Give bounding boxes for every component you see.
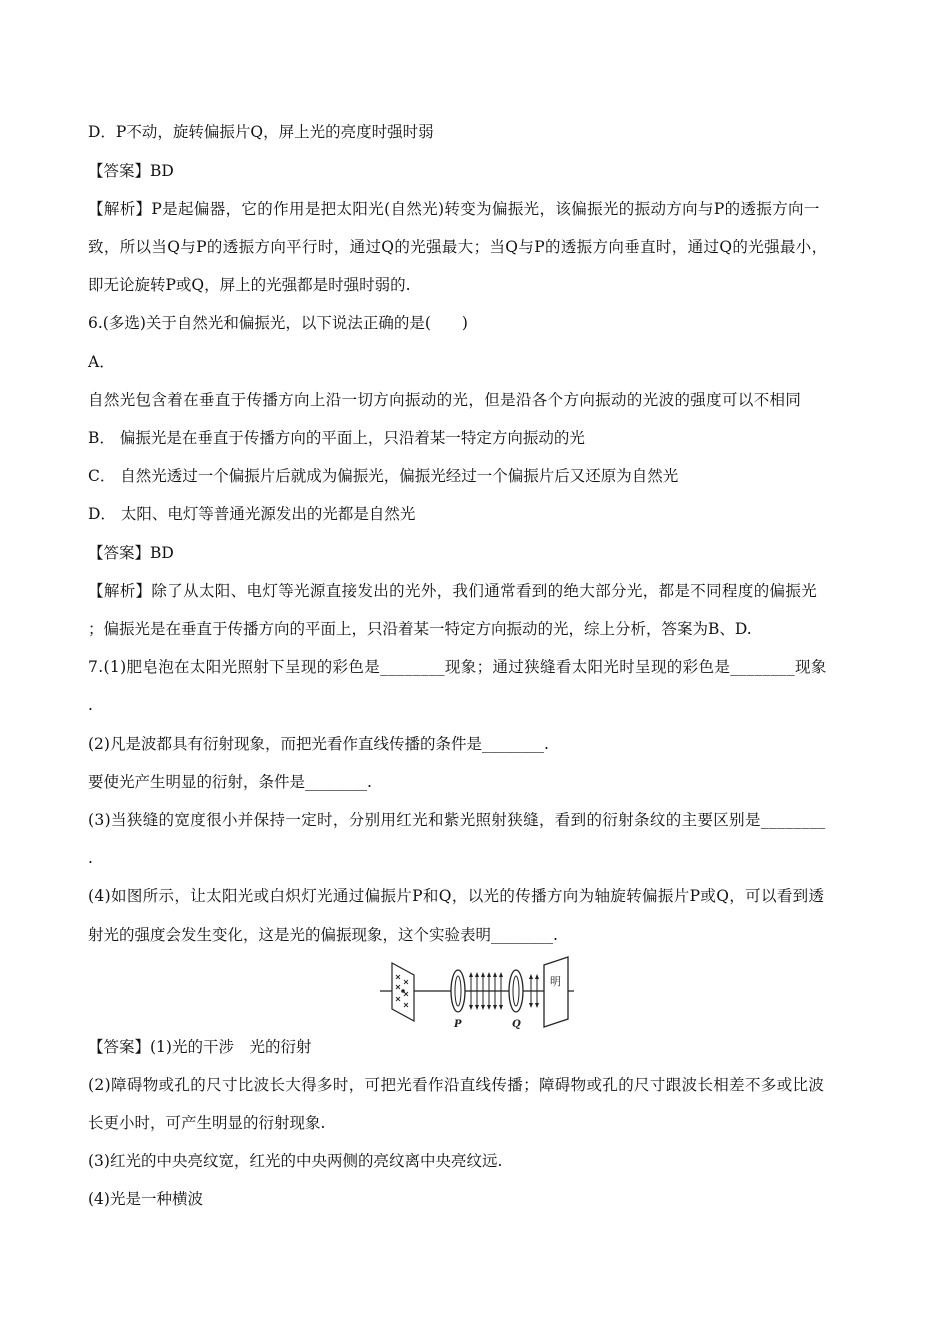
answer-q7-part3: (3)红光的中央亮纹宽，红光的中央两侧的亮纹离中央亮纹远. bbox=[88, 1152, 503, 1170]
polarizer-figure bbox=[378, 955, 578, 1031]
option-a-label-q6: A． bbox=[88, 353, 115, 371]
screen-label: 明 bbox=[550, 975, 561, 988]
question-7-part3: (3)当狭缝的宽度很小并保持一定时，分别用红光和紫光照射狭缝，看到的衍射条纹的主要区别是________ bbox=[88, 811, 826, 829]
analysis-q5-line3: 即无论旋转P或Q，屏上的光强都是时强时弱的. bbox=[88, 276, 411, 294]
analysis-q6-line1: 【解析】除了从太阳、电灯等光源直接发出的光外，我们通常看到的绝大部分光，都是不同程度的偏振光 bbox=[88, 582, 818, 600]
analysis-q5-line1: 【解析】P是起偏器，它的作用是把太阳光(自然光)转变为偏振光，该偏振光的振动方向与P的透振方向一 bbox=[88, 200, 820, 218]
option-c-q6: C． 自然光透过一个偏振片后就成为偏振光，偏振光经过一个偏振片后又还原为自然光 bbox=[88, 467, 679, 485]
answer-q5: 【答案】BD bbox=[88, 162, 174, 180]
option-d-q6: D． 太阳、电灯等普通光源发出的光都是自然光 bbox=[88, 505, 416, 523]
answer-q7-part1: 【答案】(1)光的干涉 光的衍射 bbox=[88, 1038, 312, 1056]
answer-q7-part2-line2: 长更小时，可产生明显的衍射现象. bbox=[88, 1114, 326, 1132]
analysis-q5-line2: 致，所以当Q与P的透振方向平行时，通过Q的光强最大；当Q与P的透振方向垂直时，通过Q的光强最小， bbox=[88, 238, 828, 256]
question-7-part2: (2)凡是波都具有衍射现象，而把光看作直线传播的条件是________. bbox=[88, 735, 549, 753]
question-7-part4-line2: 射光的强度会发生变化，这是光的偏振现象，这个实验表明________. bbox=[88, 926, 558, 944]
label-p: P bbox=[454, 1019, 462, 1030]
question-7-part1-end: . bbox=[88, 696, 93, 714]
answer-q7-part4: (4)光是一种横波 bbox=[88, 1190, 203, 1208]
option-b-q6: B． 偏振光是在垂直于传播方向的平面上，只沿着某一特定方向振动的光 bbox=[88, 429, 585, 447]
question-7-part2-cont: 要使光产生明显的衍射，条件是________. bbox=[88, 773, 372, 791]
question-7-part1: 7.(1)肥皂泡在太阳光照射下呈现的彩色是________现象；通过狭缝看太阳光时呈现的彩色是________现象 bbox=[88, 658, 827, 676]
question-7-part4-line1: (4)如图所示，让太阳光或白炽灯光通过偏振片P和Q，以光的传播方向为轴旋转偏振片P或Q，可以看到透 bbox=[88, 887, 825, 905]
question-6: 6.(多选)关于自然光和偏振光，以下说法正确的是( ) bbox=[88, 314, 468, 332]
screen bbox=[544, 957, 568, 1027]
label-q: Q bbox=[512, 1019, 521, 1030]
analysis-q6-line2: ；偏振光是在垂直于传播方向的平面上，只沿着某一特定方向振动的光，综上分析，答案为B、D. bbox=[88, 620, 752, 638]
option-d-q5: D．P不动，旋转偏振片Q，屏上光的亮度时强时弱 bbox=[88, 123, 434, 141]
answer-q7-part2-line1: (2)障碍物或孔的尺寸比波长大得多时，可把光看作沿直线传播；障碍物或孔的尺寸跟波长相差不多或比波 bbox=[88, 1076, 825, 1094]
answer-q6: 【答案】BD bbox=[88, 544, 174, 562]
question-7-part3-end: . bbox=[88, 849, 93, 867]
option-a-q6: 自然光包含着在垂直于传播方向上沿一切方向振动的光，但是沿各个方向振动的光波的强度可以不相同 bbox=[88, 391, 802, 409]
